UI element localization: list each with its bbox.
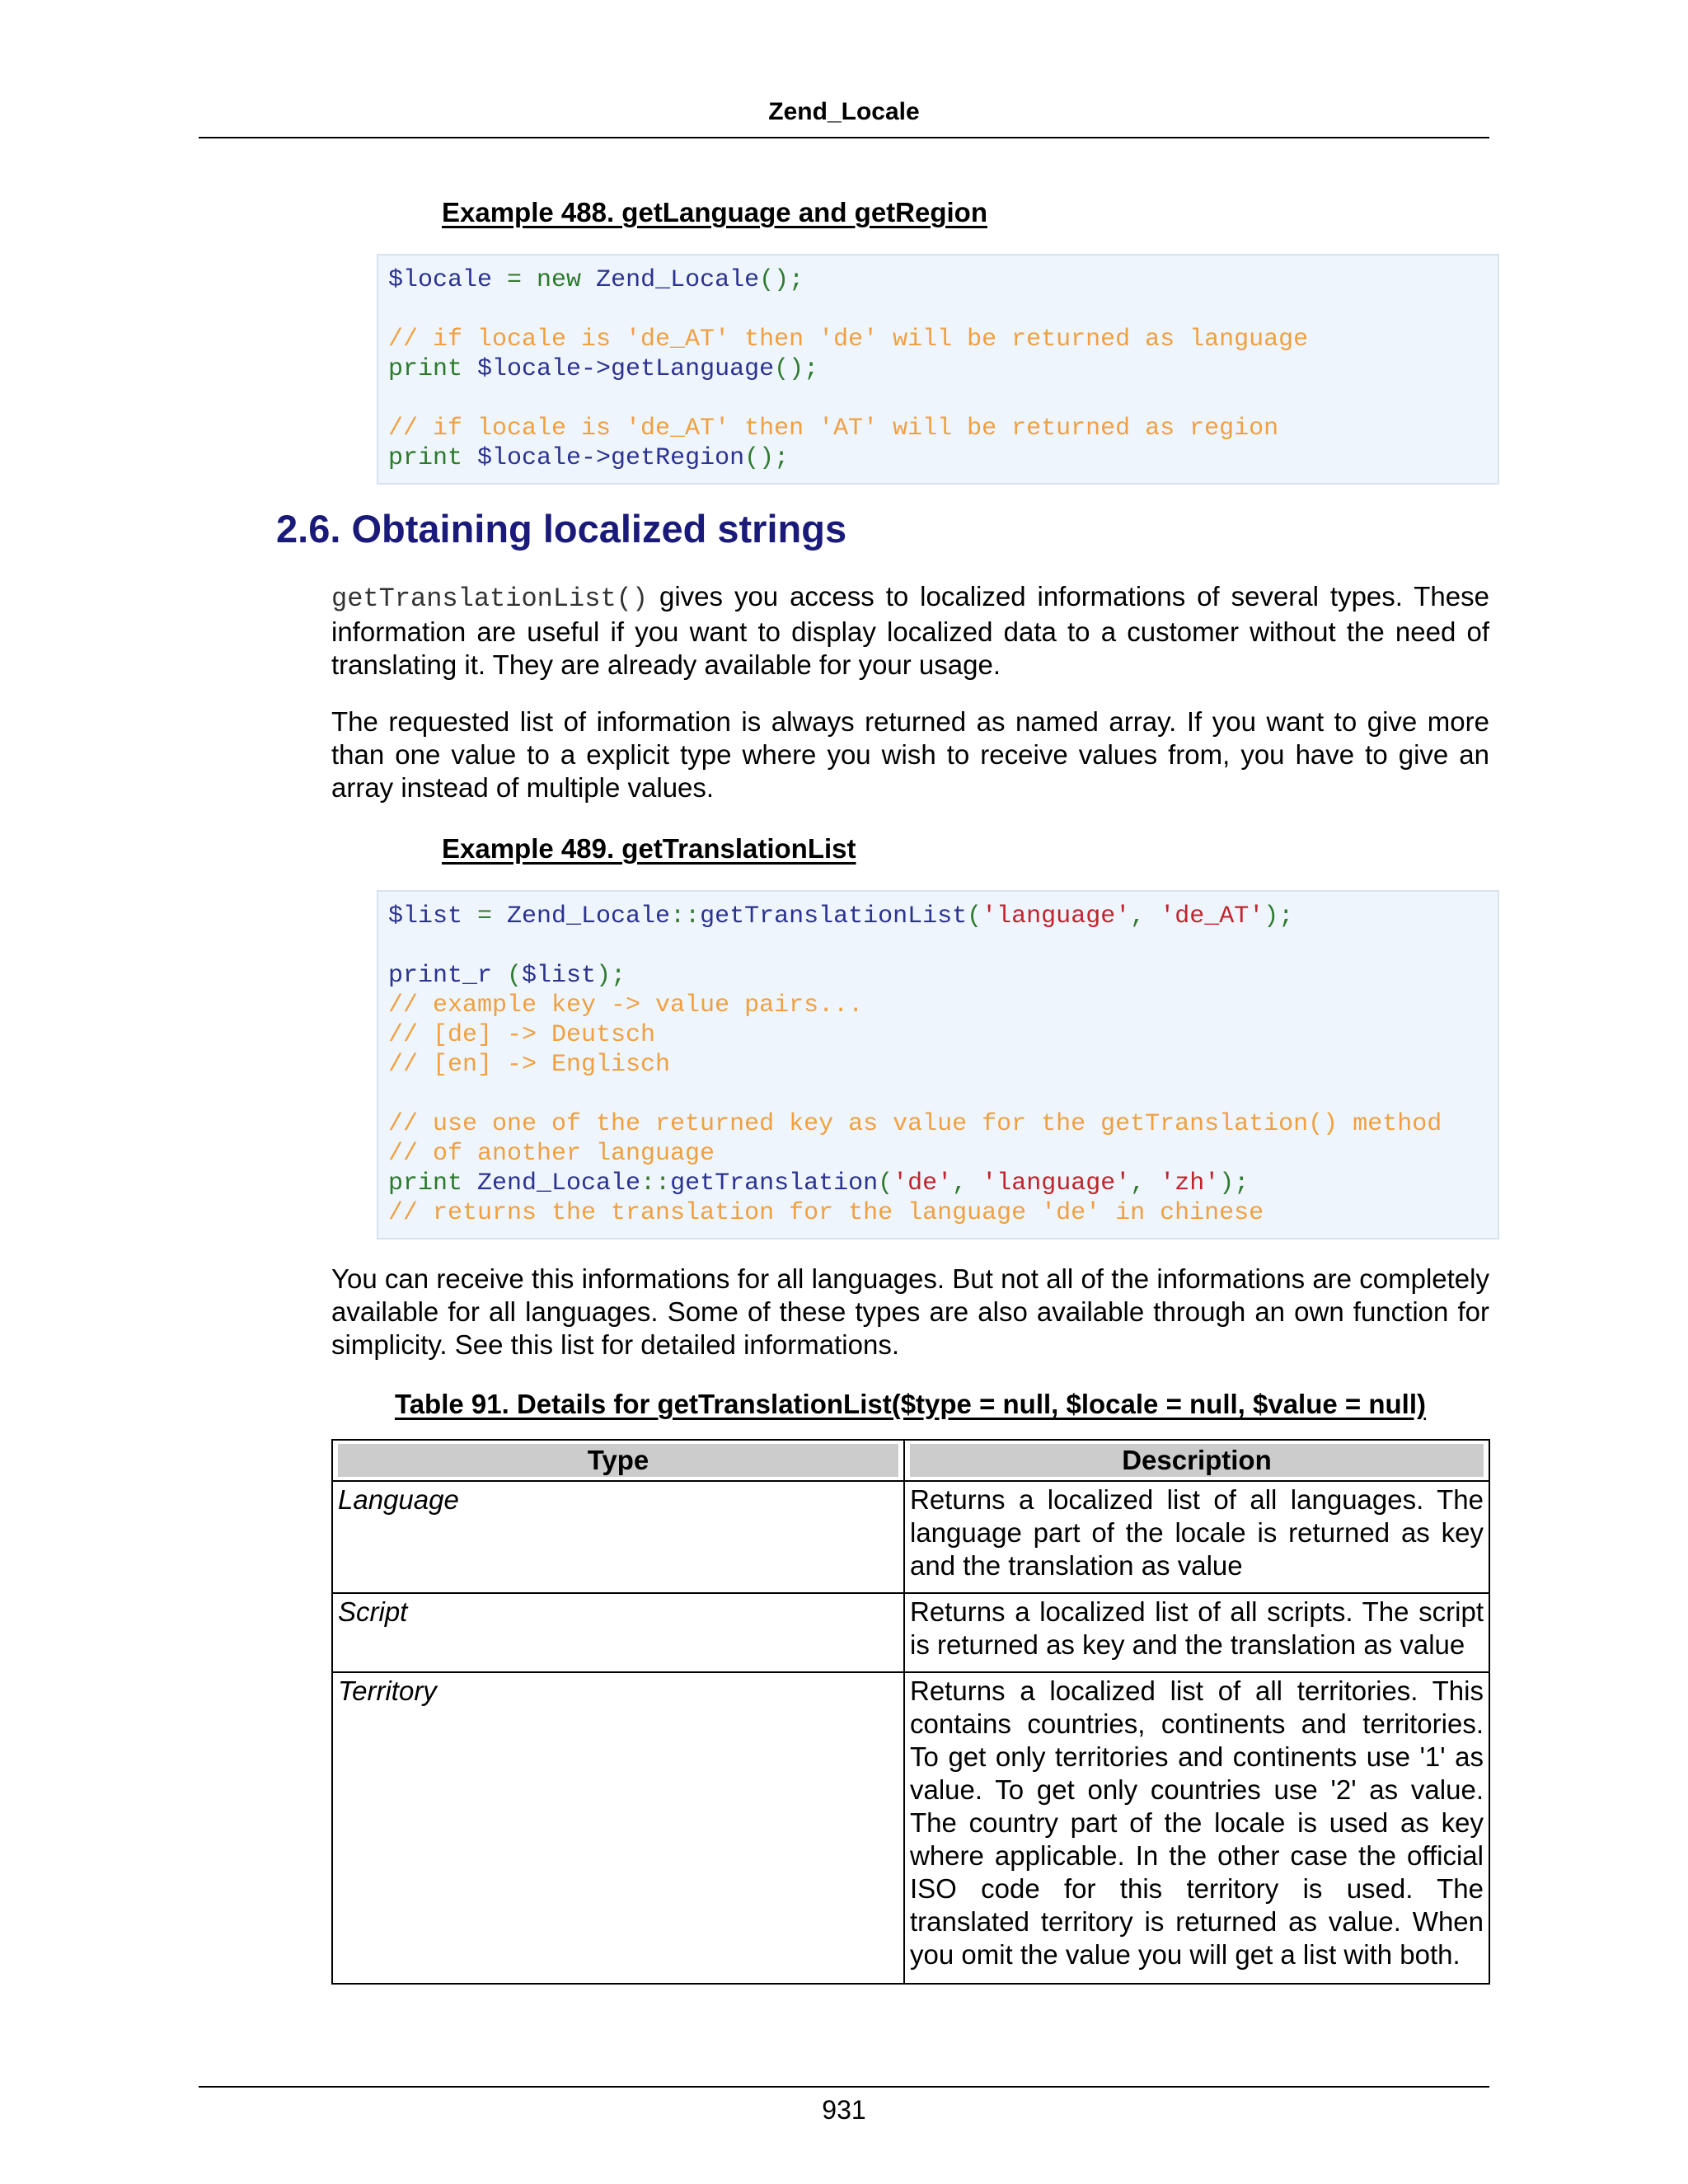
column-header-type: [332, 1440, 904, 1481]
example-488-title: Example 488. getLanguage and getRegion: [442, 197, 987, 227]
column-header-label: Description: [910, 1444, 1484, 1477]
code-comment: // [de] -> Deutsch: [388, 1021, 656, 1049]
code-token: (: [492, 962, 523, 990]
code-token: new: [537, 266, 582, 294]
description-cell: Returns a localized list of all languages. The language part of the locale is returned as key and the translation as value: [904, 1481, 1489, 1593]
code-token: getTranslation: [670, 1169, 879, 1197]
table-row: [332, 1672, 1489, 1984]
code-token: =: [462, 902, 508, 930]
code-string: 'language': [982, 902, 1131, 930]
code-token: );: [1219, 1169, 1250, 1197]
code-token: ::: [640, 1169, 671, 1197]
code-string: 'de_AT': [1160, 902, 1264, 930]
paragraph-intro: [331, 580, 1489, 682]
example-488-code-block: [377, 254, 1499, 485]
code-token: ::: [670, 902, 701, 930]
code-token: print: [388, 1169, 463, 1197]
section-heading: 2.6. Obtaining localized strings: [276, 507, 847, 551]
code-token: getTranslationList: [700, 902, 968, 930]
code-token: ();: [744, 444, 790, 472]
code-token: Zend_Locale: [596, 266, 760, 294]
type-cell: Script: [332, 1593, 904, 1672]
example-489-code: [388, 902, 1488, 1228]
page-number: 931: [822, 2095, 866, 2125]
code-token: print: [388, 355, 463, 383]
code-token: ,: [1130, 902, 1160, 930]
inline-code: getTranslationList(): [331, 583, 649, 614]
code-token: (: [878, 1169, 893, 1197]
footer-rule: [199, 2086, 1489, 2088]
code-token: );: [1264, 902, 1294, 930]
example-489-title: Example 489. getTranslationList: [442, 833, 856, 864]
type-cell: Territory: [332, 1672, 904, 1984]
paragraph-text: gives you access to localized informations of several types. These information are useful if you want to display localized data to a customer without the need of translating it. They are already available for your usage.: [331, 581, 1489, 680]
code-token: print_r: [388, 962, 493, 990]
table-row: [332, 1481, 1489, 1593]
table-91-title: Table 91. Details for getTranslationList($type = null, $locale = null, $value = null): [395, 1389, 1426, 1419]
code-token: (: [967, 902, 982, 930]
code-token: Zend_Locale: [477, 1169, 641, 1197]
example-489-code-block: [377, 890, 1499, 1240]
code-comment: // returns the translation for the language 'de' in chinese: [388, 1199, 1264, 1227]
code-token: $list: [522, 962, 597, 990]
code-token: Zend_Locale: [507, 902, 671, 930]
code-comment: // use one of the returned key as value for the getTranslation() method: [388, 1110, 1442, 1138]
header-rule: [199, 137, 1489, 138]
code-comment: // of another language: [388, 1140, 715, 1168]
code-token: );: [596, 962, 626, 990]
code-token: $list: [388, 902, 463, 930]
code-token: print: [388, 444, 463, 472]
type-cell: Language: [332, 1481, 904, 1593]
code-comment: // if locale is 'de_AT' then 'de' will be returned as language: [388, 326, 1309, 354]
column-header-description: [904, 1440, 1489, 1481]
code-token: ();: [774, 355, 819, 383]
paragraph-named-array: The requested list of information is always returned as named array. If you want to give more than one value to a explicit type where you wish to receive values from, you have to give an array instead of multiple values.: [331, 706, 1489, 803]
description-cell: Returns a localized list of all territories. This contains countries, continents and territories. To get only territories and continents use '1' as value. To get only countries use '2' as value. The country part of the locale is used as key where applicable. In the other case the official ISO code for this territory is used. The translated territory is returned as value. When you omit the value you will get a list with both.: [904, 1672, 1489, 1984]
code-token: =: [492, 266, 537, 294]
code-token: ();: [759, 266, 804, 294]
code-token: $locale: [388, 266, 493, 294]
table-header-row: [332, 1440, 1489, 1481]
code-comment: // if locale is 'de_AT' then 'AT' will be returned as region: [388, 415, 1279, 443]
code-comment: // example key -> value pairs...: [388, 991, 864, 1019]
example-488-code: [388, 265, 1488, 473]
paragraph-availability: You can receive this informations for all languages. But not all of the informations are completely available for all languages. Some of these types are also available through an own function for simplicity. See this list for detailed informations.: [331, 1263, 1489, 1360]
code-string: 'de': [893, 1169, 953, 1197]
details-table: [331, 1439, 1490, 1985]
code-token: $locale->getLanguage: [477, 355, 775, 383]
running-header-title: Zend_Locale: [768, 98, 920, 125]
code-token: ,: [1130, 1169, 1160, 1197]
column-header-label: Type: [338, 1444, 898, 1477]
description-cell: Returns a localized list of all scripts. The script is returned as key and the translation as value: [904, 1593, 1489, 1672]
table-row: [332, 1593, 1489, 1672]
code-comment: // [en] -> Englisch: [388, 1051, 671, 1079]
code-string: 'zh': [1160, 1169, 1220, 1197]
code-token: ,: [952, 1169, 982, 1197]
code-token: $locale->getRegion: [477, 444, 745, 472]
code-string: 'language': [982, 1169, 1131, 1197]
